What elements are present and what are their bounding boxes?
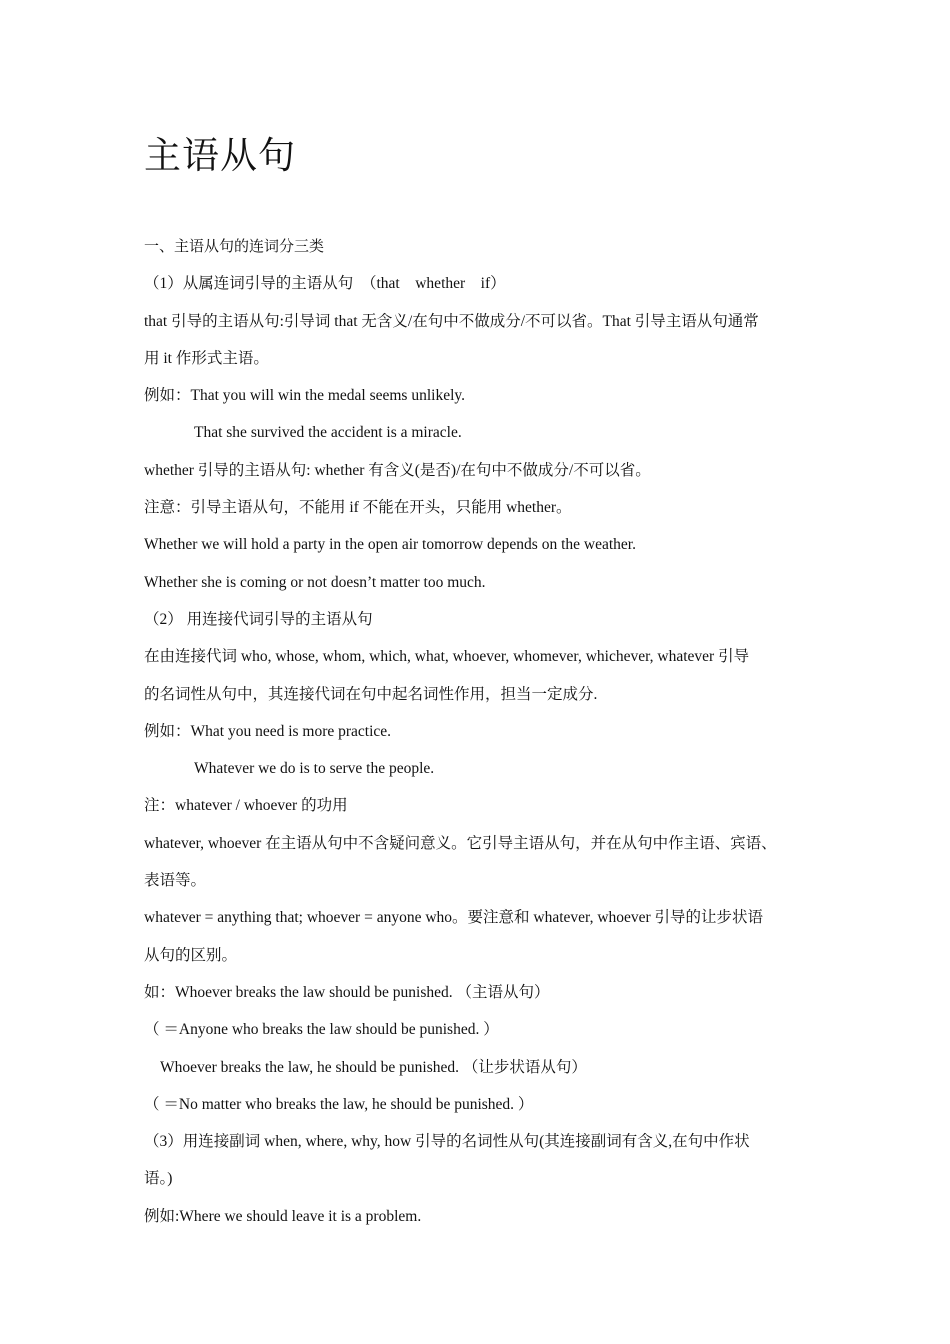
example-sentence: Whether she is coming or not doesn’t matter too much. xyxy=(144,573,486,591)
paragraph-whether-clause: whether 引导的主语从句: whether 有含义(是否)/在句中不做成分/不可以省。 xyxy=(144,461,651,479)
paragraph-whatever-equivalents: whatever = anything that; whoever = anyone who。要注意和 whatever, whoever 引导的让步状语 xyxy=(144,909,764,927)
example-sentence: 例如:Where we should leave it is a problem. xyxy=(144,1207,422,1225)
paragraph-that-clause-cont: 用 it 作形式主语。 xyxy=(144,349,269,367)
example-sentence: 例如：What you need is more practice. xyxy=(144,722,392,740)
example-sentence: Whoever breaks the law, he should be punished. （让步状语从句） xyxy=(160,1058,587,1076)
paragraph-whatever-whoever-cont: 表语等。 xyxy=(144,872,207,890)
paragraph-whatever-equivalents-cont: 从句的区别。 xyxy=(144,946,238,964)
note-whatever-whoever: 注：whatever / whoever 的功用 xyxy=(144,797,348,815)
paragraph-that-clause: that 引导的主语从句:引导词 that 无含义/在句中不做成分/不可以省。That 引导主语从句通常 xyxy=(144,312,759,330)
page-title: 主语从句 xyxy=(144,134,296,177)
paragraph-whatever-whoever: whatever, whoever 在主语从句中不含疑问意义。它引导主语从句，并在从句中作主语、宾语、 xyxy=(144,834,777,852)
example-sentence: 如：Whoever breaks the law should be punished. （主语从句） xyxy=(144,983,550,1001)
note-whether-if: 注意：引导主语从句，不能用 if 不能在开头，只能用 whether。 xyxy=(144,499,572,517)
example-sentence: That she survived the accident is a miracle. xyxy=(194,424,462,442)
subheading-conjunctive-pronouns: （2） 用连接代词引导的主语从句 xyxy=(144,610,373,628)
paragraph-conjunctive-pronouns-cont: 的名词性从句中，其连接代词在句中起名词性作用，担当一定成分. xyxy=(144,685,598,703)
section-heading-conjunction-types: 一、主语从句的连词分三类 xyxy=(144,237,325,255)
example-sentence: （ ＝Anyone who breaks the law should be punished. ） xyxy=(144,1021,499,1039)
example-sentence: Whether we will hold a party in the open air tomorrow depends on the weather. xyxy=(144,536,636,554)
subheading-conjunctive-adverbs: （3）用连接副词 when, where, why, how 引导的名词性从句(其连接副词有含义,在句中作状 xyxy=(144,1133,750,1151)
document-body xyxy=(144,228,812,1235)
example-sentence: （ ＝No matter who breaks the law, he should be punished. ） xyxy=(144,1095,534,1113)
example-sentence: 例如：That you will win the medal seems unlikely. xyxy=(144,387,465,405)
example-sentence: Whatever we do is to serve the people. xyxy=(194,760,435,778)
paragraph-conjunctive-pronouns: 在由连接代词 who, whose, whom, which, what, whoever, whomever, whichever, whatever 引导 xyxy=(144,648,750,666)
subheading-subordinating-conjunctions: （1）从属连词引导的主语从句 （that whether if） xyxy=(144,275,506,293)
subheading-conjunctive-adverbs-cont: 语。) xyxy=(144,1170,173,1188)
